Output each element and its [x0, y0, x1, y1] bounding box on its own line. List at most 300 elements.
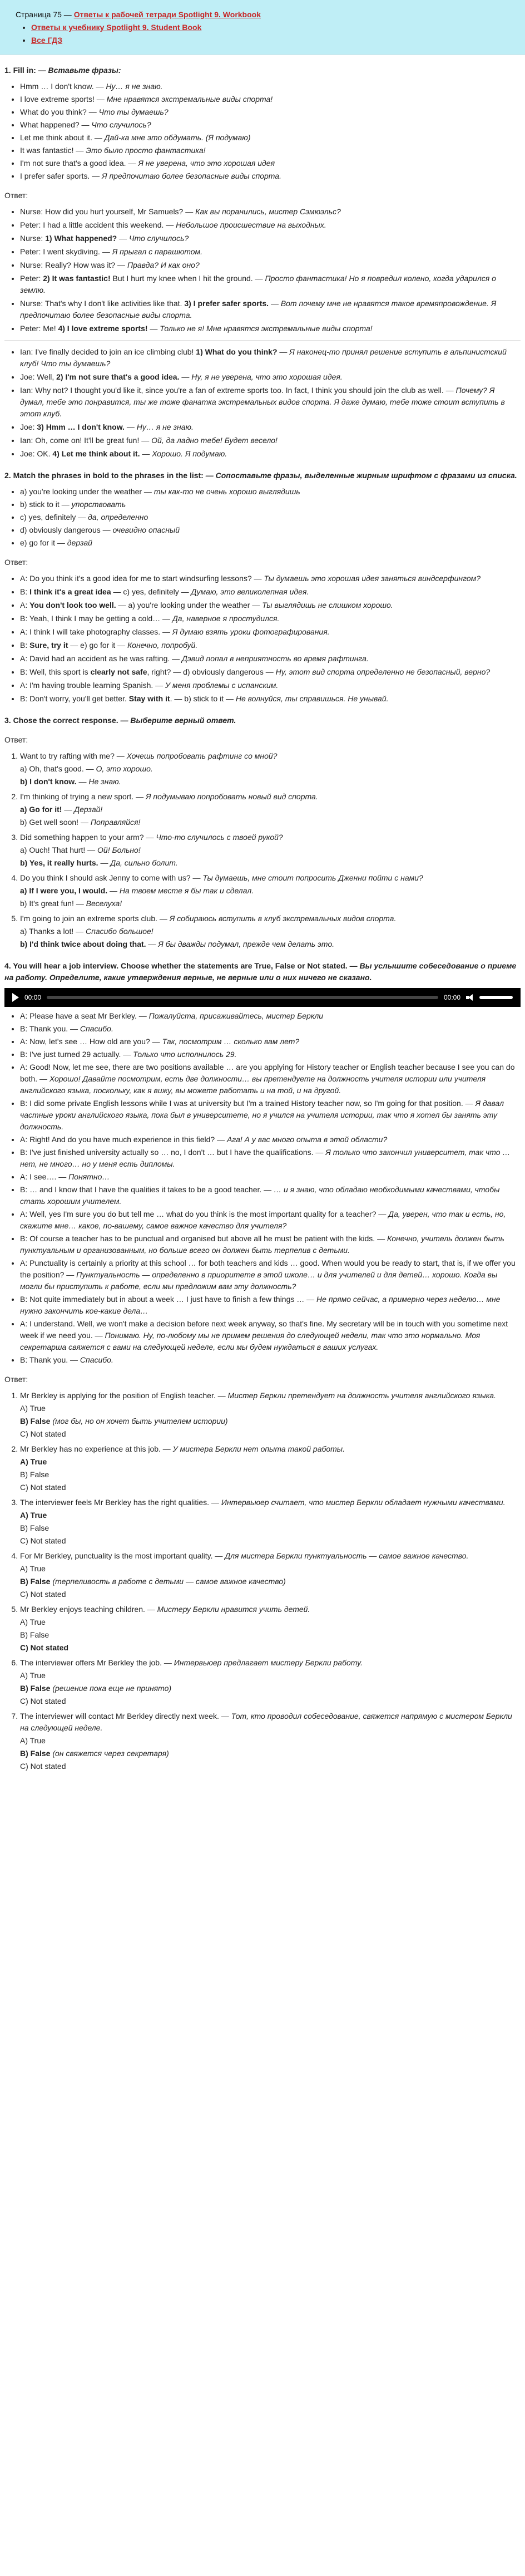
phrase-ru: — Что случилось?	[81, 120, 151, 129]
dialog-text: A:	[20, 601, 30, 609]
dialog-text: Ian: Why not? I thought you'd like it, since you're a fan of extreme sports too. In fact, I think you should join the club as well.	[20, 386, 444, 395]
phrase-en: I'm not sure that's a good idea.	[20, 159, 126, 168]
dialog-line	[20, 573, 521, 584]
option-text: A) True	[20, 1618, 46, 1626]
phrase-ru: — Дай-ка мне это обдумать. (Я подумаю)	[94, 133, 251, 142]
play-icon[interactable]	[12, 993, 19, 1002]
dialog-text: A: I think I will take photography classes.	[20, 627, 161, 636]
dialog-text-after: But I hurt my knee when I hit the ground.	[110, 274, 253, 283]
transcript-ru: — Не прямо сейчас, а примерно через неделю… мне нужно закончить кое-какие дела…	[20, 1295, 501, 1315]
exercise-4-answer-label: Ответ:	[4, 1375, 28, 1384]
statement-text: Mr Berkley enjoys teaching children.	[20, 1605, 145, 1614]
dialog-text: Nurse:	[20, 234, 46, 243]
dialog-answer: 2) I'm not sure that's a good idea.	[56, 372, 180, 381]
statement-text: For Mr Berkley, punctuality is the most important quality.	[20, 1551, 213, 1560]
question-item	[20, 913, 521, 950]
exercise-4-transcript	[4, 1010, 521, 1366]
transcript-en: B: Thank you.	[20, 1024, 68, 1033]
dialog-text: B: Don't worry, you'll get better.	[20, 694, 129, 703]
dialog-line	[20, 206, 521, 218]
dialog-line	[20, 385, 521, 420]
dialog-text: Ian: I've finally decided to join an ice climbing club!	[20, 347, 196, 356]
transcript-line	[20, 1147, 521, 1170]
option-translation: — На твоем месте я бы так и сделал.	[107, 886, 254, 895]
exercise-2-title	[4, 470, 521, 481]
dialog-translation: — Я наконец-то принял решение вступить в альпинистский клуб! Что ты думаешь?	[20, 347, 507, 368]
phrase-ru: — Я предпочитаю более безопасные виды спорта.	[92, 171, 281, 180]
question-item	[20, 832, 521, 869]
dialog-answer: 1) What happened?	[45, 234, 117, 243]
option-translation: — Я бы дважды подумал, прежде чем делать это.	[146, 940, 335, 948]
exercise-3-title-en: 3. Chose the correct response.	[4, 716, 118, 725]
dialog-answer: 4) I love extreme sports!	[58, 324, 148, 333]
option-text: b) It's great fun!	[20, 899, 74, 908]
statement-text: The interviewer feels Mr Berkley has the right qualities.	[20, 1498, 210, 1507]
dialog-line	[20, 680, 521, 691]
option-item	[20, 926, 521, 937]
option-item	[20, 1748, 521, 1759]
option-item	[20, 817, 521, 828]
dialog-translation: — Думаю, это великолепная идея.	[179, 587, 309, 596]
match-item	[20, 537, 521, 549]
option-text: B) False	[20, 1523, 49, 1532]
dialog-text: B:	[20, 587, 30, 596]
audio-player	[4, 988, 521, 1007]
transcript-en: B: … and I know that I have the qualities it takes to be a good teacher.	[20, 1185, 262, 1194]
phrase-item	[20, 81, 521, 92]
option-item	[20, 885, 521, 897]
option-note: (он свяжется через секретаря)	[50, 1749, 169, 1758]
statement-text: Mr Berkley is applying for the position of English teacher.	[20, 1391, 216, 1400]
exercise-2-answers	[4, 573, 521, 705]
dialog-line	[20, 371, 521, 383]
exercise-4-title-ru: — Вы услышите собеседование о приеме на работу. Определите, какие утверждения верные, не верные или о них ничего не сказано.	[4, 961, 517, 982]
option-item	[20, 1735, 521, 1747]
transcript-line	[20, 1318, 521, 1353]
option-item	[20, 1576, 521, 1587]
transcript-ru: — Я давал частные уроки английского языка, пока был в университете, но я учился на учителя истории, так что я хотел бы занять эту должность.	[20, 1099, 504, 1131]
option-item	[20, 1670, 521, 1682]
options-list	[20, 1456, 521, 1493]
dialog-text: Peter: I went skydiving.	[20, 247, 100, 256]
phrase-en: Let me think about it.	[20, 133, 92, 142]
exercise-4-title	[4, 960, 521, 984]
transcript-line	[20, 1098, 521, 1133]
dialog-text: Nurse: Really? How was it?	[20, 260, 116, 269]
exercise-1-phrase-list	[4, 81, 521, 182]
question-text: Do you think I should ask Jenny to come with us?	[20, 873, 191, 882]
correct-option: b) Yes, it really hurts.	[20, 858, 98, 867]
navigation-box	[0, 0, 525, 55]
phrase-item	[20, 170, 521, 182]
dialog-translation: — Ну, этот вид спорта определенно не безопасный, верно?	[263, 667, 491, 676]
dialog-translation: — Хорошо. Я подумаю.	[140, 449, 227, 458]
divider	[4, 340, 521, 341]
statement-item	[20, 1657, 521, 1707]
transcript-en: A: Right! And do you have much experience in this field?	[20, 1135, 215, 1144]
phrase-item	[20, 94, 521, 105]
transcript-line	[20, 1257, 521, 1292]
phrase-en: What happened?	[20, 120, 80, 129]
dialog-answer: 3) Hmm … I don't know.	[37, 422, 125, 431]
transcript-line	[20, 1061, 521, 1097]
transcript-line	[20, 1049, 521, 1060]
dialog-line	[20, 666, 521, 678]
dialog-text: Nurse: How did you hurt yourself, Mr Samuels?	[20, 207, 184, 216]
dialog-translation: — Ты выглядишь не слишком хорошо.	[250, 601, 393, 609]
statement-translation: — Для мистера Беркли пунктуальность — самое важное качество.	[212, 1551, 469, 1560]
options-list	[20, 804, 521, 828]
correct-option: b) I'd think twice about doing that.	[20, 940, 146, 948]
option-translation: — Дерзай!	[62, 805, 103, 814]
dialog-translation: — Дэвид попал в неприятность во время рафтинга.	[170, 654, 369, 663]
option-item	[20, 804, 521, 815]
dialog-translation: — Ну, я не уверена, что это хорошая идея.	[179, 372, 343, 381]
transcript-ru: — Да, уверен, что так и есть, но, скажите мне… какое, по-вашему, самое важное качество для учителя?	[20, 1210, 506, 1230]
transcript-ru: — Хорошо! Давайте посмотрим, есть две должности… вы претендуете на должность учителя истории или учителя английского языка, поскольку, как я вижу, вы можете работать и на той, и на другой.	[20, 1074, 486, 1095]
transcript-line	[20, 1208, 521, 1232]
transcript-line	[20, 1184, 521, 1207]
option-note: (решение пока еще не принято)	[50, 1684, 172, 1693]
phrase-en: Hmm … I don't know.	[20, 82, 94, 91]
dialog-answer: 1) What do you think?	[196, 347, 278, 356]
transcript-en: A: I understand. Well, we won't make a decision before next week anyway, so that's fine. My secretary will be in touch with you sometime next week if we need you.	[20, 1319, 508, 1340]
transcript-ru: — Я только что закончил университет, так что … нет, не много… но у меня есть дипломы.	[20, 1148, 511, 1168]
dialog-line	[20, 233, 521, 244]
phrase-ru: — Ну… я не знаю.	[96, 82, 163, 91]
option-note: (мог бы, но он хочет быть учителем истории)	[50, 1417, 228, 1425]
statement-translation: — Мистер Беркли претендует на должность учителя английского языка.	[215, 1391, 496, 1400]
statement-item	[20, 1710, 521, 1772]
transcript-en: A: Good! Now, let me see, there are two positions available … are you applying for History teacher or English teacher because I see you can do both.	[20, 1063, 515, 1083]
dialog-text: Ian: Oh, come on! It'll be great fun!	[20, 436, 140, 445]
dialog-translation: — Вот почему мне не нравятся такое времяпровождение. Я предпочитаю более безопасные виды спорта.	[20, 299, 497, 319]
match-ru: — дерзай	[57, 538, 92, 547]
option-item	[20, 776, 521, 788]
dialog-text: Joe: Well,	[20, 372, 57, 381]
exercise-2-phrase-list	[4, 486, 521, 549]
question-translation: — Хочешь попробовать рафтинг со мной?	[114, 751, 278, 760]
option-item	[20, 1403, 521, 1414]
statement-translation: — Мистеру Беркли нравится учить детей.	[145, 1605, 310, 1614]
option-item	[20, 857, 521, 869]
correct-option: a) If I were you, I would.	[20, 886, 108, 895]
transcript-en: A: I see….	[20, 1172, 57, 1181]
dialog-line	[20, 259, 521, 271]
transcript-line	[20, 1294, 521, 1317]
transcript-line	[20, 1354, 521, 1366]
dialog-answer: 2) It was fantastic!	[43, 274, 111, 283]
transcript-line	[20, 1171, 521, 1183]
option-text: C) Not stated	[20, 1536, 66, 1545]
volume-icon[interactable]	[466, 994, 474, 1001]
match-item	[20, 524, 521, 536]
transcript-en: B: I did some private English lessons while I was at university but I'm a trained History teacher now, so I'm going for that position.	[20, 1099, 463, 1108]
option-text: A) True	[20, 1736, 46, 1745]
dialog-line	[20, 626, 521, 638]
dialog-line	[20, 323, 521, 335]
correct-option: C) Not stated	[20, 1643, 69, 1652]
phrase-ru: — Я не уверена, что это хорошая идея	[128, 159, 275, 168]
dialog-text-after: , right? — d) obviously dangerous	[147, 667, 264, 676]
question-item	[20, 791, 521, 828]
options-list	[20, 1510, 521, 1547]
match-en: a) you're looking under the weather	[20, 487, 142, 496]
statement-item	[20, 1443, 521, 1493]
dialog-translation: — Я прыгал с парашютом.	[100, 247, 202, 256]
audio-current-time: 00:00	[24, 994, 42, 1001]
question-translation: — Ты думаешь, мне стоит попросить Дженни пойти с нами?	[190, 873, 423, 882]
dialog-text: Peter: Me!	[20, 324, 58, 333]
statement-text: Mr Berkley has no experience at this job.	[20, 1444, 161, 1453]
transcript-line	[20, 1134, 521, 1146]
dialog-answer: clearly not safe	[90, 667, 147, 676]
transcript-ru: — Понятно…	[56, 1172, 110, 1181]
match-en: b) stick to it	[20, 500, 60, 509]
transcript-ru: — Спасибо.	[68, 1355, 113, 1364]
transcript-en: B: I've just turned 29 actually.	[20, 1050, 121, 1059]
statement-item	[20, 1497, 521, 1547]
dialog-line	[20, 693, 521, 705]
option-text: a) Oh, that's good.	[20, 764, 84, 773]
option-item	[20, 1482, 521, 1493]
option-text: C) Not stated	[20, 1697, 66, 1705]
dialog-answer: You don't look too well.	[29, 601, 116, 609]
phrase-item	[20, 119, 521, 131]
dialog-line	[20, 586, 521, 598]
dialog-text-after: — c) yes, definitely	[111, 587, 179, 596]
exercise-1-dialog-1	[4, 206, 521, 335]
option-item	[20, 1428, 521, 1440]
dialog-text: Nurse: That's why I don't like activities like that.	[20, 299, 185, 308]
statement-text: The interviewer will contact Mr Berkley directly next week.	[20, 1712, 219, 1720]
transcript-en: B: Not quite immediately but in about a week … I just have to finish a few things …	[20, 1295, 305, 1304]
transcript-ru: — Ага! А у вас много опыта в этой области?	[215, 1135, 388, 1144]
transcript-line	[20, 1010, 521, 1022]
correct-option: B) False	[20, 1417, 51, 1425]
option-text: a) Ouch! That hurt!	[20, 845, 86, 854]
transcript-ru: — Так, посмотрим … сколько вам лет?	[150, 1037, 300, 1046]
exercise-2-title-ru: — Сопоставьте фразы, выделенные жирным шрифтом с фразами из списка.	[205, 471, 517, 480]
exercise-1-title	[4, 65, 521, 76]
option-item	[20, 1535, 521, 1547]
phrase-en: It was fantastic!	[20, 146, 74, 155]
question-text: I'm going to join an extreme sports club.	[20, 914, 158, 923]
exercise-2-title-en: 2. Match the phrases in bold to the phrases in the list:	[4, 471, 204, 480]
option-translation: — Да, сильно болит.	[98, 858, 178, 867]
option-note: (терпеливость в работе с детьми — самое важное качество)	[50, 1577, 286, 1586]
phrase-en: What do you think?	[20, 107, 87, 116]
question-translation: — Я подумываю попробовать новый вид спорта.	[133, 792, 318, 801]
correct-option: B) False	[20, 1684, 51, 1693]
dialog-line	[20, 298, 521, 321]
transcript-ru: — Спасибо.	[68, 1024, 113, 1033]
option-text: C) Not stated	[20, 1429, 66, 1438]
options-list	[20, 1563, 521, 1600]
dialog-line	[20, 273, 521, 296]
exercise-1-answer-label: Ответ:	[4, 191, 28, 200]
workbook-answers-link[interactable]: Ответы к рабочей тетради Spotlight 9. Workbook	[73, 10, 261, 19]
option-translation: — Ой! Больно!	[85, 845, 141, 854]
correct-option: B) False	[20, 1749, 51, 1758]
option-item	[20, 1629, 521, 1641]
options-list	[20, 926, 521, 950]
question-text: Did something happen to your arm?	[20, 833, 144, 842]
phrase-en: I love extreme sports!	[20, 95, 95, 104]
dialog-text: B: Well, this sport is	[20, 667, 91, 676]
dialog-translation: — Почему? Я думал, тебе это понравится, ты же тоже фанатка экстремальных видов спорта. Я даже думаю, тебе тоже стоит вступить в этот клуб.	[20, 386, 505, 418]
option-item	[20, 1469, 521, 1481]
transcript-line	[20, 1023, 521, 1035]
option-item	[20, 1522, 521, 1534]
transcript-en: B: Thank you.	[20, 1355, 68, 1364]
transcript-en: A: Now, let's see … How old are you?	[20, 1037, 150, 1046]
transcript-en: B: I've just finished university actually so … no, I don't … but I have the qualifications.	[20, 1148, 314, 1157]
transcript-en: A: Punctuality is certainly a priority at this school … for both teachers and kids … good. When would you be ready to start, that is, if we offer you the position?	[20, 1258, 516, 1279]
phrase-ru: — Это было просто фантастика!	[76, 146, 206, 155]
option-item	[20, 763, 521, 775]
transcript-en: B: Of course a teacher has to be punctual and organised but above all he must be patient with the kids.	[20, 1234, 375, 1243]
dialog-text-after: — e) go for it	[68, 641, 116, 650]
option-item	[20, 1642, 521, 1654]
option-item	[20, 1761, 521, 1772]
transcript-ru: — Понимаю. Ну, по-любому мы не примем решения до следующей недели, так что это нормально. Моя секретарша свяжется с вами на следующей неделе, если мы будем нуждаться в ваших услугах.	[20, 1331, 481, 1351]
dialog-text: B:	[20, 641, 30, 650]
option-text: B) False	[20, 1630, 49, 1639]
match-item	[20, 512, 521, 523]
dialog-text: Joe:	[20, 422, 37, 431]
phrase-en: I prefer safer sports.	[20, 171, 90, 180]
correct-option: A) True	[20, 1457, 47, 1466]
dialog-text: A: I'm having trouble learning Spanish.	[20, 681, 153, 690]
dialog-line	[20, 246, 521, 258]
phrase-ru: — Мне нравятся экстремальные виды спорта!	[96, 95, 273, 104]
all-gdz-link[interactable]: Все ГДЗ	[31, 36, 63, 45]
dialog-text: B: Yeah, I think I may be getting a cold…	[20, 614, 161, 623]
dialog-translation: — Просто фантастика! Но я повредил колено, когда ударился о землю.	[20, 274, 496, 294]
match-en: d) obviously dangerous	[20, 525, 101, 534]
phrase-ru: — Что ты думаешь?	[88, 107, 169, 116]
dialog-line	[20, 653, 521, 665]
option-text: A) True	[20, 1564, 46, 1573]
match-ru: — упорствовать	[61, 500, 126, 509]
dialog-translation: — Ну… я не знаю.	[124, 422, 194, 431]
dialog-answer: 4) Let me think about it.	[52, 449, 140, 458]
page-indicator: Страница 75 —	[16, 10, 72, 19]
dialog-text: A: David had an accident as he was rafting.	[20, 654, 170, 663]
correct-option: a) Go for it!	[20, 805, 62, 814]
exercise-3-title	[4, 715, 521, 726]
option-text: A) True	[20, 1671, 46, 1680]
match-ru: — ты как-то не очень хорошо выглядишь	[143, 487, 300, 496]
nav-list-item	[31, 22, 514, 33]
dialog-translation: — Не волнуйся, ты справишься. Не унывай.	[224, 694, 389, 703]
correct-option: b) I don't know.	[20, 777, 77, 786]
option-item	[20, 1563, 521, 1575]
options-list	[20, 1735, 521, 1772]
question-text: I'm thinking of trying a new sport.	[20, 792, 134, 801]
phrase-item	[20, 106, 521, 118]
option-translation: — Поправляйся!	[78, 818, 141, 827]
options-list	[20, 885, 521, 910]
option-translation: — Веселуха!	[73, 899, 122, 908]
option-item	[20, 898, 521, 910]
option-text: b) Get well soon!	[20, 818, 79, 827]
nav-row-workbook	[16, 9, 514, 21]
options-list	[20, 1670, 521, 1707]
correct-option: A) True	[20, 1511, 47, 1520]
dialog-translation: — Ты думаешь это хорошая идея заняться виндсерфингом?	[251, 574, 481, 583]
transcript-ru: — Только что исполнилось 29.	[121, 1050, 237, 1059]
correct-option: B) False	[20, 1577, 51, 1586]
exercise-1-title-ru: — Вставьте фразы:	[38, 66, 121, 75]
option-text: B) False	[20, 1470, 49, 1479]
dialog-text: Peter: I had a little accident this weekend.	[20, 220, 164, 229]
dialog-translation: — Только не я! Мне нравятся экстремальные виды спорта!	[147, 324, 373, 333]
dialog-text-after: — a) you're looking under the weather	[116, 601, 250, 609]
transcript-ru: — Пунктуальность — определенно в приоритете в этой школе… и для учителей и для детей… хорошо. Когда вы могли бы приступить к работе, если мы предложим вам эту должность?	[20, 1270, 498, 1291]
exercise-3-answer-label: Ответ:	[4, 735, 28, 744]
question-text: Want to try rafting with me?	[20, 751, 115, 760]
option-item	[20, 1616, 521, 1628]
statement-translation: — Интервьюер считает, что мистер Беркли обладает нужными качествами.	[209, 1498, 506, 1507]
phrase-item	[20, 132, 521, 144]
transcript-ru: — … и я знаю, что обладаю необходимыми качествами, чтобы стать хорошим учителем.	[20, 1185, 500, 1206]
exercise-3-questions	[4, 750, 521, 950]
nav-links-list	[16, 22, 514, 46]
statement-item	[20, 1390, 521, 1440]
option-item	[20, 938, 521, 950]
options-list	[20, 1616, 521, 1654]
dialog-translation: — Правда? И как оно?	[115, 260, 200, 269]
statement-text: The interviewer offers Mr Berkley the job.	[20, 1658, 162, 1667]
match-ru: — очевидно опасный	[102, 525, 180, 534]
audio-progress-track[interactable]	[47, 996, 438, 999]
dialog-line	[20, 219, 521, 231]
dialog-answer: Sure, try it	[29, 641, 68, 650]
volume-slider[interactable]	[479, 996, 513, 999]
match-item	[20, 486, 521, 498]
dialog-line	[20, 346, 521, 370]
option-translation: — О, это хорошо.	[83, 764, 153, 773]
option-translation: — Спасибо большое!	[73, 927, 153, 936]
exercise-3-title-ru: — Выберите верный ответ.	[120, 716, 236, 725]
option-text: C) Not stated	[20, 1483, 66, 1492]
dialog-answer: I think it's a great idea	[29, 587, 111, 596]
transcript-line	[20, 1036, 521, 1048]
option-item	[20, 1510, 521, 1521]
dialog-line	[20, 448, 521, 460]
match-ru: — да, определенно	[78, 513, 148, 522]
question-item	[20, 750, 521, 788]
option-text: C) Not stated	[20, 1590, 66, 1599]
match-en: e) go for it	[20, 538, 56, 547]
transcript-line	[20, 1233, 521, 1256]
dialog-line	[20, 640, 521, 651]
student-book-link[interactable]: Ответы к учебнику Spotlight 9. Student Book	[31, 23, 202, 32]
statement-translation: — У мистера Беркли нет опыта такой работы.	[160, 1444, 345, 1453]
dialog-answer: 3) I prefer safer sports.	[184, 299, 269, 308]
exercise-1-dialog-2	[4, 346, 521, 460]
option-text: a) Thanks a lot!	[20, 927, 74, 936]
dialog-translation: — У меня проблемы с испанским.	[153, 681, 279, 690]
statement-translation: — Тот, кто проводил собеседование, свяжется напрямую с мистером Беркли на следующей неделе.	[20, 1712, 512, 1732]
exercise-4-statements	[4, 1390, 521, 1772]
dialog-translation: — Что случилось?	[117, 234, 189, 243]
exercise-4-title-en: 4. You will hear a job interview. Choose whether the statements are True, False or Not stated.	[4, 961, 348, 970]
transcript-en: A: Please have a seat Mr Berkley.	[20, 1011, 137, 1020]
exercise-2-answer-label: Ответ:	[4, 558, 28, 567]
